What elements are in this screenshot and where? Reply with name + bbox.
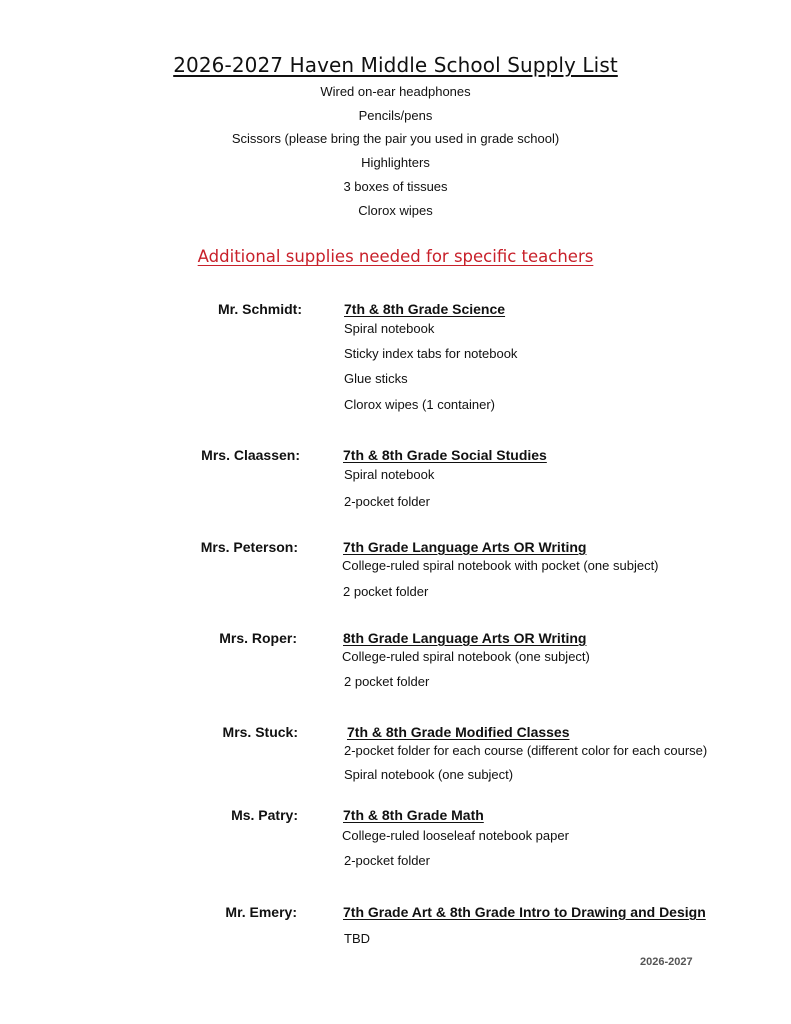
general-item: Scissors (please bring the pair you used in grade school)	[231, 131, 560, 146]
general-item: Wired on-ear headphones	[320, 84, 471, 99]
course-title: 7th & 8th Grade Modified Classes	[347, 724, 570, 740]
course-title: 7th & 8th Grade Science	[344, 301, 506, 317]
supply-item: 2 pocket folder	[344, 674, 430, 689]
page-title: 2026-2027 Haven Middle School Supply List	[173, 53, 618, 77]
general-item: Clorox wipes	[358, 203, 433, 218]
supply-item: Clorox wipes (1 container)	[344, 397, 496, 412]
supply-item: College-ruled looseleaf notebook paper	[342, 828, 569, 843]
supply-item: Spiral notebook	[344, 321, 435, 336]
course-title: 8th Grade Language Arts OR Writing	[343, 630, 587, 646]
teacher-name: Mrs. Peterson:	[200, 539, 298, 555]
course-title: 7th & 8th Grade Math	[343, 807, 484, 823]
supply-item: College-ruled spiral notebook (one subject)	[342, 649, 590, 664]
general-item: Highlighters	[361, 155, 430, 170]
course-title: 7th Grade Language Arts OR Writing	[343, 539, 587, 555]
supply-item: Spiral notebook (one subject)	[344, 767, 514, 782]
supply-item: 2-pocket folder for each course (different color for each course)	[344, 743, 708, 758]
general-item: Pencils/pens	[358, 108, 433, 123]
teacher-name: Mrs. Roper:	[219, 630, 297, 646]
supply-item: TBD	[344, 931, 370, 946]
supply-item: 2-pocket folder	[344, 853, 430, 868]
supply-item: Spiral notebook	[344, 467, 435, 482]
footer-year: 2026-2027	[640, 956, 693, 968]
supply-item: College-ruled spiral notebook with pocket (one subject)	[342, 558, 659, 573]
supply-item: Glue sticks	[344, 371, 408, 386]
teacher-name: Mrs. Claassen:	[201, 447, 300, 463]
course-title: 7th & 8th Grade Social Studies	[343, 447, 547, 463]
teacher-name: Mr. Schmidt:	[217, 301, 302, 317]
general-item: 3 boxes of tissues	[343, 179, 448, 194]
additional-supplies-heading: Additional supplies needed for specific teachers	[197, 247, 594, 266]
supply-item: Sticky index tabs for notebook	[344, 346, 518, 361]
supply-item: 2-pocket folder	[344, 494, 430, 509]
course-title: 7th Grade Art & 8th Grade Intro to Drawing and Design	[343, 904, 706, 920]
teacher-name: Mrs. Stuck:	[222, 724, 298, 740]
teacher-name: Mr. Emery:	[225, 904, 297, 920]
teacher-name: Ms. Patry:	[231, 807, 298, 823]
supply-item: 2 pocket folder	[343, 584, 429, 599]
